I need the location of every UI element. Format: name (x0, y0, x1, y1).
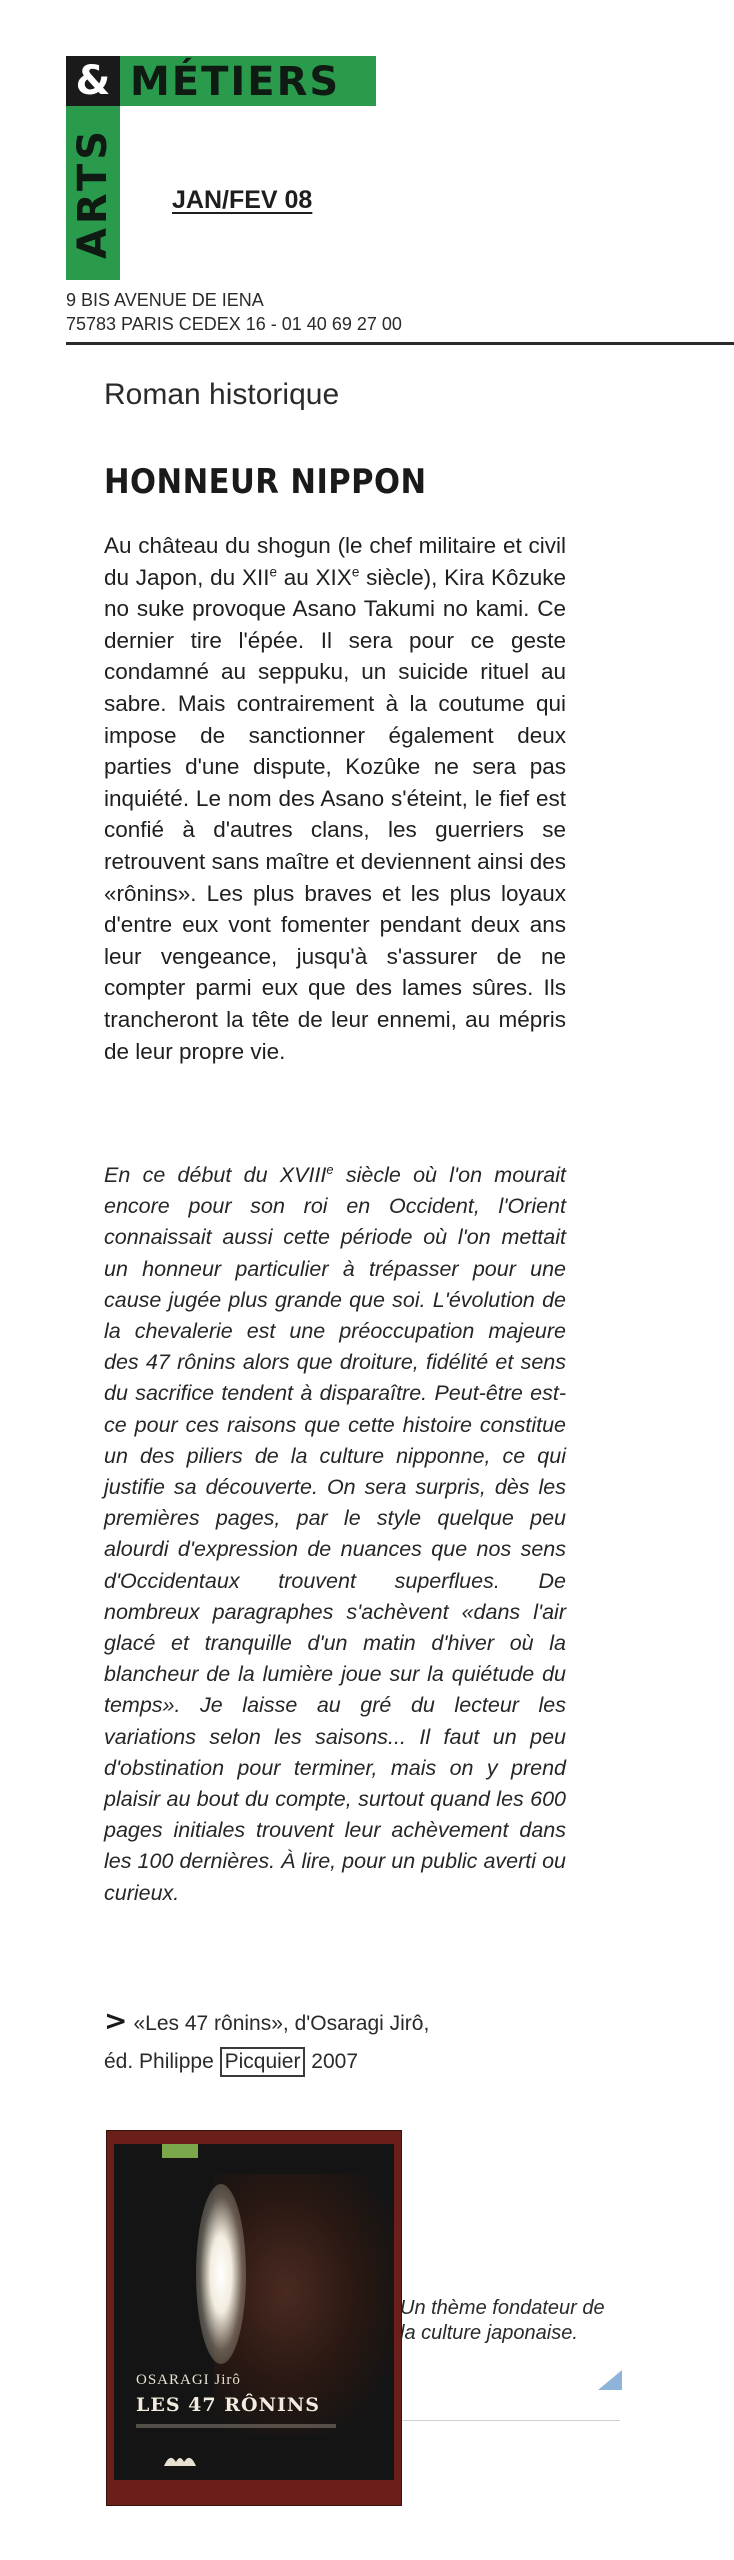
issue-date: JAN/FEV 08 (172, 186, 313, 214)
header-rule (66, 342, 734, 345)
reference-line-1 (104, 2002, 574, 2043)
cover-light-beam (196, 2184, 246, 2364)
cover-caption: Un thème fondateur de la culture japonaise. (400, 2297, 605, 2344)
address-line-2: 75783 PARIS CEDEX 16 - 01 40 69 27 00 (66, 314, 402, 334)
caption-rule (402, 2420, 620, 2421)
publisher-logo-icon (162, 2450, 198, 2468)
lead-part-1: Au château du shogun (le chef militaire et civil du Japon, du XII (104, 533, 566, 590)
publisher-name: Picquier (220, 2047, 306, 2077)
ampersand-logo: & (66, 56, 120, 106)
book-cover (106, 2130, 402, 2506)
book-cover-art (114, 2144, 394, 2480)
brand-metiers: MÉTIERS (120, 56, 376, 106)
book-reference (104, 2002, 574, 2081)
reference-title: «Les 47 rônins», d'Osaragi Jirô, (133, 2012, 430, 2035)
reference-editor-prefix: éd. Philippe (104, 2050, 220, 2073)
cover-green-tab (162, 2144, 198, 2158)
lead-part-2: au XIX (276, 564, 352, 590)
lead-sup-2: e (351, 564, 360, 580)
masthead (66, 56, 376, 280)
publisher-address (66, 288, 402, 336)
arrow-icon: > (104, 2004, 128, 2037)
brand-arts-band (66, 106, 120, 280)
article-headline: HONNEUR NIPPON (104, 462, 427, 502)
address-line-1: 9 BIS AVENUE DE IENA (66, 290, 264, 310)
lead-part-3: siècle), Kira Kôzuke no suke provoque Asano Takumi no kami. Ce dernier tire l'épée. Il sera pour ce geste condamné au seppuku, un suicide rituel au sabre. Mais contrairement à la coutume qui impose de sanctionner également deux parties d'une dispute, Kozûke ne sera pas inquiété. Le nom des Asano s'éteint, le fief est confié à d'autres clans, les guerriers se retrouvent sans maître et deviennent ainsi des «rônins». Les plus braves et les plus loyaux d'entre eux vont fomenter pendant deux ans leur vengeance, jusqu'à s'assurer de ne compter parmi eux que des lames sûres. Ils trancheront la tête de leur ennemi, au mépris de leur propre vie. (104, 564, 567, 1064)
lead-sup-1: e (269, 564, 277, 580)
section-label: Roman historique (104, 378, 340, 411)
reference-line-2 (104, 2043, 574, 2081)
article-body (104, 1160, 566, 1909)
cover-title: LES 47 RÔNINS (136, 2394, 320, 2416)
reference-year: 2007 (305, 2050, 359, 2073)
brand-arts: ARTS (70, 126, 116, 260)
article-lead (104, 530, 566, 1067)
cover-author: OSARAGI Jirô (136, 2372, 241, 2388)
cover-subtitle-line (136, 2424, 336, 2428)
triangle-icon (598, 2370, 622, 2390)
body-sup: e (326, 1161, 334, 1177)
body-part-2: siècle où l'on mourait encore pour son roi en Occident, l'Orient connaissait aussi cette période où l'on mettait un honneur particulier à trépasser pour une cause jugée plus grande que soi. L'évolution de la chevalerie est une préoccupation majeure des 47 rônins alors que droiture, fidélité et sens du sacrifice tendent à disparaître. Peut-être est-ce pour ces raisons que cette histoire constitue un des piliers de la culture nipponne, ce qui justifie sa découverte. On sera surpris, dès les premières pages, par le style quelque peu alourdi d'expression de nuances que nos sens d'Occidentaux trouvent superflues. De nombreux paragraphes s'achèvent «dans l'air glacé et tranquille d'un matin d'hiver où la blancheur de la lumière joue sur la quiétude du temps». Je laisse au gré du lecteur les variations selon les saisons... Il faut un peu d'obstination pour terminer, mais on y prend plaisir au bout du compte, surtout quand les 600 pages initiales trouvent leur achèvement dans les 100 dernières. À lire, pour un public averti ou curieux. (104, 1163, 566, 1905)
body-part-1: En ce début du XVIII (104, 1163, 327, 1187)
